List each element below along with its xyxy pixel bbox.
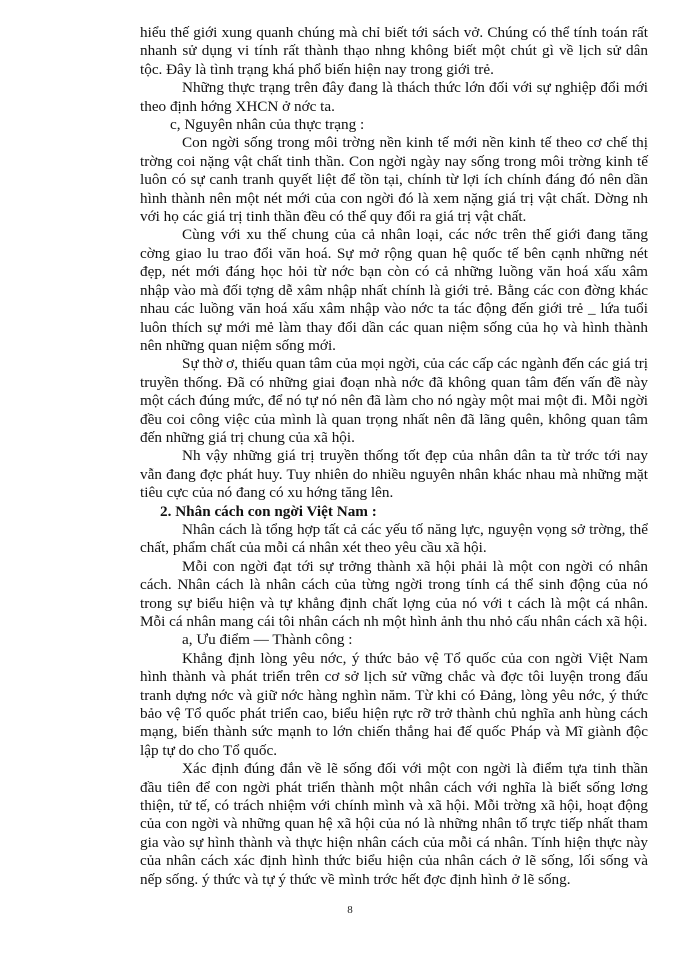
- section-heading: 2. Nhân cách con ngời Việt Nam :: [160, 502, 377, 520]
- document-body: [140, 24, 648, 889]
- paragraph: Xác định đúng đắn về lẽ sống đối với một con ngời là điểm tựa tinh thần đầu tiên để con ngời phát triển thành một nhân cách với nghĩa là biết sống lơng thiện, tử tế, có trách nhiệm với chính mình và xã hội. Mỗi trờng xã hội, hoạt động của con ngời và những quan hệ xã hội của nó là những nhân tố trực tiếp nhất tham gia vào sự hình thành và thực hiện nhân cách của mỗi cá nhân. Tính hiện thực này của nhân cách xác định hình thức biểu hiện của nhân cách ở lẽ sống, lối sống và nếp sống. ý thức và tự ý thức về mình trớc hết đợc định hình ở lẽ sống.: [140, 760, 648, 888]
- paragraph: Nhân cách là tổng hợp tất cả các yếu tố năng lực, nguyện vọng sở trờng, thể chất, phẩm chất của mỗi cá nhân xét theo yêu cầu xã hội.: [140, 520, 648, 557]
- subsection-heading: c, Nguyên nhân của thực trạng :: [170, 116, 365, 134]
- subsection-heading: a, Ưu điểm — Thành công :: [182, 631, 353, 649]
- paragraph: Mỗi con ngời đạt tới sự trởng thành xã hội phải là một con ngời có nhân cách. Nhân cách là nhân cách của từng ngời trong tính cá thể sinh động của nó trong sự biểu hiện và tự khẳng định chất lợng của nó với t cách là một cá nhân. Mỗi cá nhân mang cái tôi nhân cách nh một hình ảnh thu nhỏ cấu nhân cách xã hội.: [140, 557, 648, 630]
- paragraph: Khẳng định lòng yêu nớc, ý thức bảo vệ Tổ quốc của con ngời Việt Nam hình thành và phát triển trên cơ sở lịch sử vững chắc và đợc tôi luyện trong đấu tranh dựng nớc và giữ nớc hàng nghìn năm. Từ khi có Đảng, lòng yêu nớc, ý thức bảo vệ Tổ quốc phát triển cao, biểu hiện rực rỡ trở thành chủ nghĩa anh hùng cách mạng, biến thành sức mạnh to lớn chiến thắng hai đế quốc Pháp và Mĩ giành độc lập tự do cho Tổ quốc.: [140, 649, 648, 759]
- page-number: 8: [347, 904, 353, 916]
- paragraph: Nh vậy những giá trị truyền thống tốt đẹp của nhân dân ta từ trớc tới nay vẫn đang đợc phát huy. Tuy nhiên do nhiều nguyên nhân khác nhau mà những mặt tiêu cực của nó đang có xu hớng tăng lên.: [140, 447, 648, 502]
- paragraph: Sự thờ ơ, thiếu quan tâm của mọi ngời, của các cấp các ngành đến các giá trị truyền thống. Đã có những giai đoạn nhà nớc đã không quan tâm đến vấn đề này một cách đúng mức, để nó tự nó nên đã làm cho nó ngày một mai một đi. Mỗi ngời đều coi công việc của mình là quan trọng nhất nên đã lãng quên, không quan tâm đến những giá trị chung của xã hội.: [140, 355, 648, 446]
- paragraph: Những thực trạng trên đây đang là thách thức lớn đối với sự nghiệp đổi mới theo định hớng XHCN ở nớc ta.: [140, 79, 648, 115]
- paragraph: Cùng với xu thế chung của cả nhân loại, các nớc trên thế giới đang tăng cờng giao lu trao đổi văn hoá. Sự mở rộng quan hệ quốc tế bên cạnh những nét đẹp, nét mới đáng học hỏi từ nớc bạn còn có cả những luồng văn hoá xấu xâm nhập vào mà đối tợng dễ xâm nhập nhất chính là giới trẻ. Bằng các con đờng khác nhau các luồng văn hoá xấu xâm nhập vào nớc ta tác động đến giới trẻ _ lứa tuổi luôn thích sự mới mẻ làm thay đổi dần các quan niệm sống của họ và hình thành nên những quan niệm sống mới.: [140, 226, 648, 354]
- paragraph: Con ngời sống trong môi trờng nền kinh tế mới nền kinh tế theo cơ chế thị trờng coi nặng vật chất tinh thần. Con ngời ngày nay sống trong môi trờng kinh tế luôn có sự canh tranh quyết liệt để tồn tại, chính từ lợi ích chính đáng đó nên dần hình thành nên một nét mới của con ngời đó là xem nặng giá trị vật chất. Dờng nh với họ các giá trị tinh thần đều có thể quy đổi ra giá trị vật chất.: [140, 134, 648, 226]
- paragraph: hiểu thế giới xung quanh chúng mà chỉ biết tới sách vở. Chúng có thể tính toán rất nhanh sử dụng vi tính rất thành thạo nhng không biết một chút gì về lịch sử dân tộc. Đây là tình trạng khá phổ biến hiện nay trong giới trẻ.: [140, 24, 648, 78]
